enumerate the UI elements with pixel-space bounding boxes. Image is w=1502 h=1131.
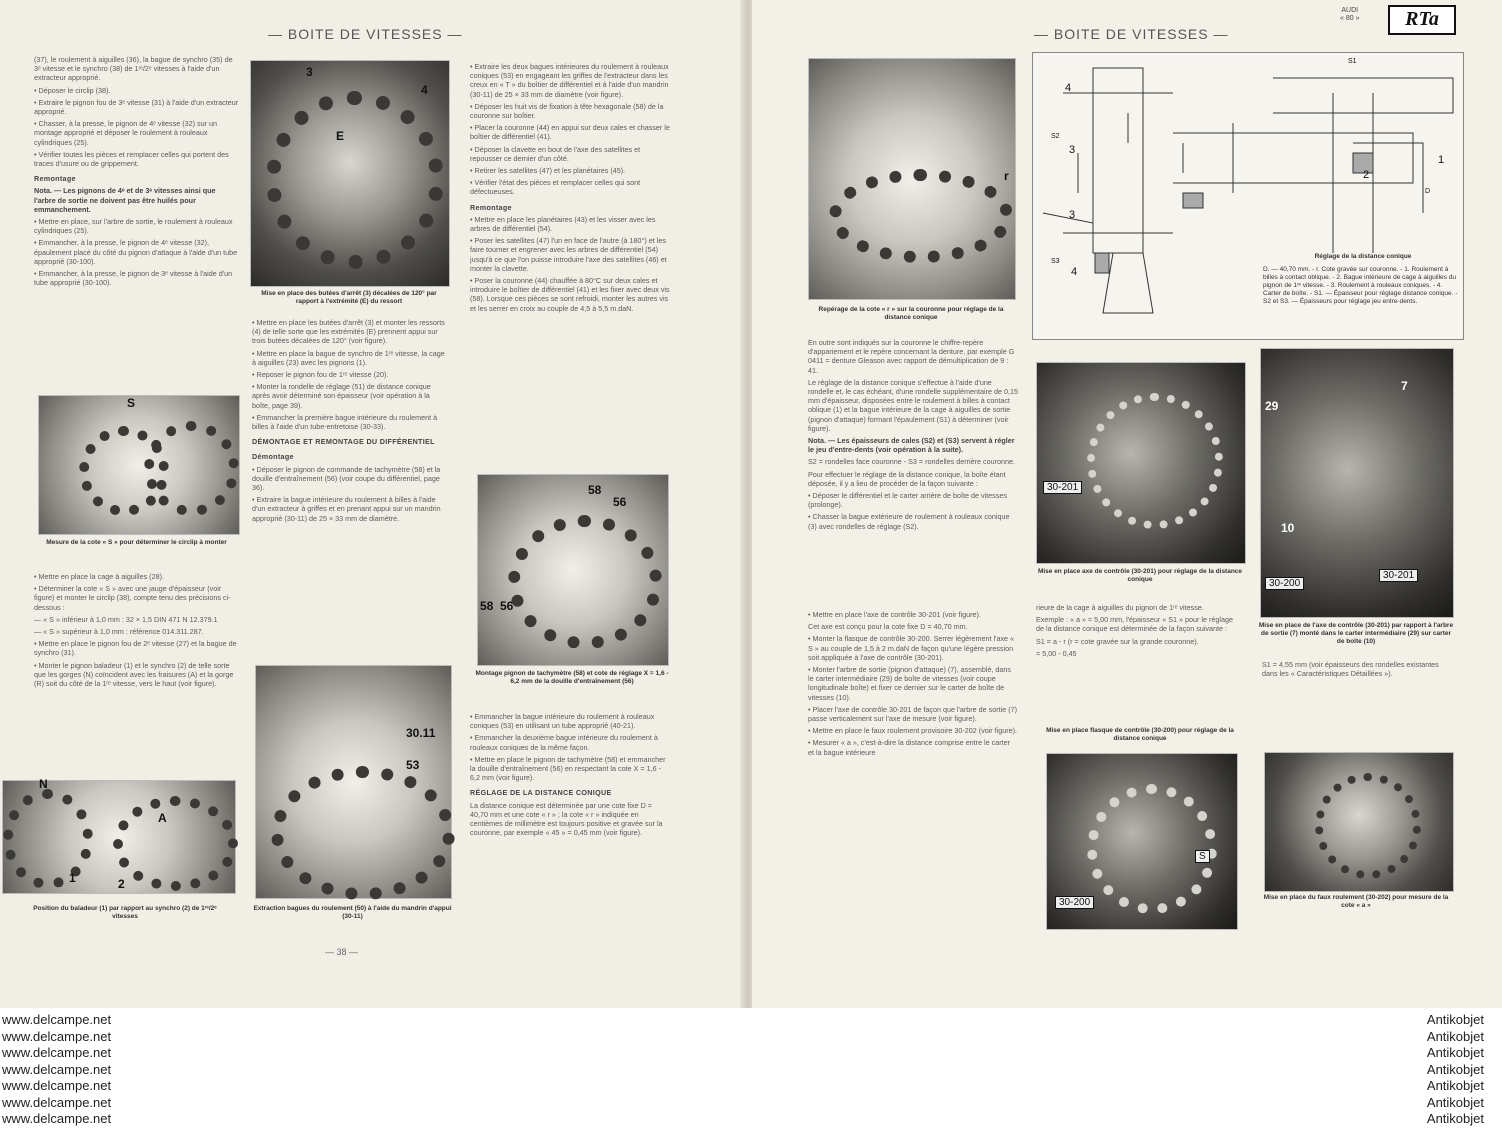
rcol1-s-text: S2 = rondelles face couronne - S3 = rondelles derrière couronne.	[808, 457, 1015, 467]
rcol1-item: • Mesurer « a », c'est-à-dire la distance comprise entre le carter et la bague intérieure	[808, 738, 1011, 757]
photo-synchro-ring	[250, 60, 450, 287]
caption-faux-roulement: Mise en place du faux roulement (30-202) pour mesure de la cote « a »	[1263, 894, 1449, 909]
photo-extraction	[255, 665, 452, 899]
col2-item: • Extraire la bague intérieure du roulement à billes à l'aide d'un extracteur à griffes et en prenant appui sur un mandrin approprié (30-11) de 25 × 33 mm de diamètre.	[252, 495, 441, 523]
gear-icon	[3, 789, 93, 889]
col2-item: • Mettre en place les butées d'arrêt (3) et monter les ressorts (4) de telle sorte que les extrémités (E) prennent appui sur trois butées décalées de 120° (voir figure).	[252, 318, 445, 346]
remontage-heading: Remontage	[470, 202, 512, 212]
col3-item: • Mettre en place le pignon de tachymètre (58) et emmancher la douille d'entraînement (56) en respectant la cote X = 1,6 - 6,2 mm (voir figure).	[470, 754, 666, 783]
col1-item: — « S » supérieur à 1,0 mm : référence 014.311.287.	[34, 627, 204, 637]
col3-item: • Vérifier l'état des pièces et remplacer celles qui sont défectueuses.	[470, 178, 641, 197]
caption-measure-s: Mesure de la cote « S » pour déterminer le circlip à monter	[46, 539, 227, 546]
col3-item: • Emmancher la bague intérieure du roulement à rouleaux coniques (53) en utilisant un tube approprié (40-21).	[470, 712, 655, 731]
diagram-label-4b: 4	[1071, 266, 1078, 278]
label-58: 58	[588, 483, 602, 497]
col1-item: • Extraire le pignon fou de 3ᵉ vitesse (31) à l'aide d'un extracteur approprié.	[34, 97, 239, 117]
watermark-site: www.delcampe.net	[2, 1111, 112, 1126]
gear-icon	[508, 515, 662, 649]
diagram-label-d: D	[1425, 188, 1431, 195]
col1-item: • Vérifier toutes les pièces et remplacer celles qui portent des traces d'usure ou de grippement.	[34, 149, 229, 169]
col1-item: • Déposer le circlip (38).	[34, 85, 111, 95]
watermark-seller: Antikobjet	[1426, 1012, 1484, 1027]
col1-item: • Monter le pignon baladeur (1) et le synchro (2) de telle sorte que les gorges (N) coïncident avec les fraisures (A) et la gorge (R) soit du côté de la 1ʳᵉ vitesse, vers le haut (voir figure).	[34, 660, 234, 689]
label-n: N	[39, 777, 48, 791]
col3-item: • Retirer les satellites (47) et les planétaires (45).	[470, 166, 626, 176]
label-7: 7	[1401, 379, 1408, 393]
demontage-heading: DÉMONTAGE ET REMONTAGE DU DIFFÉRENTIEL	[252, 437, 435, 447]
col3-item: • Emmancher la deuxième bague intérieure du roulement à rouleaux coniques de la même façon.	[470, 733, 658, 752]
col2-item: • Mettre en place la bague de synchro de 1ʳᵉ vitesse, la cage à aiguilles (23) avec les pignons (1).	[252, 348, 445, 367]
left-col3-bottom	[470, 712, 670, 942]
col3-item: • Poser la couronne (44) chauffée à 80°C sur deux cales et introduire le boîtier de différentiel (41) et les fixer avec deux vis (58). Lorsque ces pièces se sont refroidi, monter les autres vis et les serrer en croix au couple de 4,5 à 5,5 m.daN.	[470, 276, 670, 313]
diagram-label-3: 3	[1069, 144, 1076, 156]
rcol1-item: • Mettre en place le faux roulement provisoire 30-202 (voir figure).	[808, 726, 1018, 736]
rcol2-formula: S1 = a - r (r = cote gravée sur la grande couronne).	[1036, 636, 1199, 646]
diagram-label-s1: S1	[1348, 58, 1357, 65]
rcol1-nota: Nota. — Les épaisseurs de cales (S2) et (S3) servent à régler le jeu d'entre-dents (voir opération à la suite).	[808, 436, 1015, 455]
gear-icon	[1087, 784, 1217, 914]
label-10: 10	[1281, 521, 1295, 535]
rcol1-item: • Monter l'arbre de sortie (pignon d'attaque) (7), assemblé, dans le carter intermédiaire (29) de boîte de vitesses (voir coupe longitudinale boîte) et fixer ce dernier sur le carter de boîte de vitesses (10).	[808, 665, 1012, 702]
remontage-heading: Remontage	[34, 174, 76, 184]
watermark-seller: Antikobjet	[1426, 1061, 1484, 1077]
col2-item: • Reposer le pignon fou de 1ʳᵉ vitesse (20).	[252, 370, 389, 380]
label-e: E	[336, 129, 345, 143]
rcol1-item: • Placer l'axe de contrôle 30-201 de façon que l'arbre de sortie (7) passe verticalement sur l'axe de mesure (voir figure).	[808, 704, 1018, 724]
running-head-left: — BOITE DE VITESSES —	[268, 26, 463, 42]
label-r: r	[1004, 169, 1009, 183]
gear-icon	[113, 796, 238, 891]
photo-measure-s	[38, 395, 240, 535]
label-56: 56	[500, 599, 514, 613]
photo-baladeur-synchro	[2, 777, 236, 894]
left-col3-top	[470, 62, 670, 472]
photo-faux-roulement	[1264, 752, 1454, 892]
diagram-legend: D. — 40,70 mm. - r. Cote gravée sur couronne. - 1. Roulement à billes à contact oblique. - 2. Bague intérieure de cage à aiguilles du pignon de 1ʳᵉ vitesse. - 3. Roulement à rouleaux coniques. - 4. Carter de boîte. - S1. — Épaisseur pour réglage distance conique. - S2 et S3. — Épaisseurs pour réglage jeu entre-dents.	[1263, 266, 1458, 305]
watermark-site: www.delcampe.net	[2, 1061, 112, 1077]
photo-carter-intermediaire	[1260, 348, 1454, 618]
left-col2	[252, 318, 448, 658]
gear-icon	[271, 766, 455, 900]
brand-model: « 80 »	[1340, 15, 1360, 22]
watermark-seller-column	[1427, 1012, 1484, 1128]
nota-text: Nota. — Les pignons de 4ᵉ et de 3ᵉ vitesses ainsi que l'arbre de sortie ne doivent pas être huilés pour emmanchement.	[34, 186, 216, 214]
rcol1-item: Pour effectuer le réglage de la distance conique, la boîte étant déposée, il y a lieu de procéder de la façon suivante :	[808, 469, 1006, 488]
watermark-site: www.delcampe.net	[2, 1028, 112, 1044]
diagram-label-1: 1	[1438, 154, 1445, 166]
diagram-label-s3: S3	[1051, 258, 1060, 265]
col3-item: • Placer la couronne (44) en appui sur deux cales et chasser le boîtier de différentiel (41).	[470, 123, 670, 142]
watermark-seller: Antikobjet	[1426, 1111, 1484, 1126]
watermark-seller: Antikobjet	[1426, 1028, 1484, 1044]
label-2: 2	[118, 877, 125, 891]
diagram-label-s2: S2	[1051, 133, 1060, 140]
right-col1-bottom	[808, 610, 1018, 940]
diagram-distance-conique	[1032, 52, 1464, 340]
label-3: 3	[306, 65, 313, 79]
brand-name: AUDI	[1341, 7, 1359, 14]
tag-30-201: 30-201	[1043, 481, 1082, 494]
caption-baladeur: Position du baladeur (1) par rapport au synchro (2) de 1ʳᵉ/2ᵉ vitesses	[33, 905, 217, 920]
rcol1-item: Cet axe est conçu pour la cote fixe D = 40,70 mm.	[808, 622, 968, 632]
col1-item: • Emmancher, à la presse, le pignon de 3ᵉ vitesse à l'aide d'un tube approprié (30-100).	[34, 269, 233, 288]
label-30-11: 30.11	[406, 726, 436, 740]
label-29: 29	[1265, 399, 1279, 413]
left-col1-top	[34, 55, 239, 395]
label-1: 1	[69, 871, 76, 885]
tag-30-200: 30-200	[1265, 577, 1304, 590]
col1-intro: (37), le roulement à aiguilles (36), la bague de synchro (35) de 3ᵉ vitesse et le synchro (38) de 1ʳᵉ/2ᵉ vitesses à l'aide d'un extracteur approprié.	[34, 55, 233, 83]
col1-item: — « S » inférieur à 1,0 mm : 32 × 1,5 DIN 471 N 12.379.1	[34, 614, 218, 624]
gear-icon	[266, 91, 444, 269]
rcol1-item: • Déposer le différentiel et le carter arrière de boîte de vitesses (prolonge).	[808, 491, 1007, 510]
rcol1-item: • Chasser la bague extérieure de roulement à rouleaux conique (3) avec rondelles de réglage (S2).	[808, 512, 1010, 531]
caption-flasque: Mise en place flasque de contrôle (30-200) pour réglage de la distance conique	[1046, 727, 1234, 742]
watermark-site: www.delcampe.net	[2, 1045, 112, 1060]
reglage-heading: RÉGLAGE DE LA DISTANCE CONIQUE	[470, 788, 612, 798]
col2-item: • Emmancher la première bague intérieure du roulement à billes à l'aide d'un tube-entretoise (30-33).	[252, 412, 438, 432]
watermark-site: www.delcampe.net	[2, 1078, 112, 1093]
rcol1-item: Le réglage de la distance conique s'effectue à l'aide d'une rondelle et, le cas échéant, d'une rondelle supplémentaire de 0,15 mm d'épaisseur, disposées entre le roulement à billes à contact oblique (1) et la bague intérieure de la cage à aiguilles de sortie (pignon d'attaque) formant l'épaulement (S1) à déterminer (voir figure).	[808, 377, 1018, 433]
gear-icon	[1087, 393, 1223, 529]
caption-axe-controle: Mise en place axe de contrôle (30-201) pour réglage de la distance conique	[1037, 568, 1243, 583]
col1-item: • Emmancher, à la presse, le pignon de 4ᵉ vitesse (32), épaulement placé du côté du pignon d'attaque à l'aide d'un tube approprié (30-100).	[34, 238, 238, 266]
diagram-label-3b: 3	[1069, 209, 1076, 221]
watermark-seller: Antikobjet	[1426, 1094, 1484, 1110]
right-page	[752, 0, 1502, 1008]
watermark-site: www.delcampe.net	[2, 1094, 112, 1110]
brand-label	[1340, 7, 1359, 23]
label-53: 53	[406, 758, 420, 772]
gear-icon	[829, 169, 1013, 263]
watermark-seller: Antikobjet	[1426, 1045, 1484, 1060]
rcol1-item: • Monter la flasque de contrôle 30-200. Serrer légèrement l'axe « S » au couple de 1,5 à 2 m.daN de façon qu'une légère pression soit appliquée à l'axe de contrôle (30-201).	[808, 634, 1015, 662]
tag-30-201: 30-201	[1379, 569, 1418, 582]
col2-item: • Déposer le pignon de commande de tachymètre (58) et la douille d'entraînement (56) (voir coupe du différentiel, page 36).	[252, 464, 441, 493]
gear-icon	[1315, 773, 1421, 879]
col1-item: • Déterminer la cote « S » avec une jauge d'épaisseur (voir figure) et monter le circlip (38), compte tenu des précisions ci-dessous :	[34, 584, 231, 612]
col3-item: • Déposer les huit vis de fixation à tête hexagonale (58) de la couronne sur boîtier.	[470, 101, 664, 121]
tag-30-200: 30-200	[1055, 896, 1094, 909]
rcol2-result: S1 = 4,55 mm (voir épaisseurs des rondelles existantes dans les « Caractéristiques Détaillées »).	[1262, 660, 1439, 679]
caption-butees: Mise en place des butées d'arrêt (3) décalées de 120° par rapport à l'extrémité (E) du ressort	[261, 290, 437, 305]
tag-s: S	[1195, 850, 1210, 863]
watermark-site-column	[2, 1012, 111, 1128]
col3-item: • Poser les satellites (47) l'un en face de l'autre (à 180°) et les faire tourner et engrener avec les arbres de différentiel (54) jusqu'à ce que l'on puisse introduire l'axe des satellites (46) et monter la clavette.	[470, 236, 667, 273]
page-number-left: — 38 —	[325, 947, 359, 957]
col3-item: • Mettre en place les planétaires (43) et les visser avec les arbres de différentiel (54).	[470, 214, 656, 234]
col3-item: • Déposer la clavette en bout de l'axe des satellites et repousser ce dernier d'un côté.	[470, 144, 641, 163]
col1-item: • Mettre en place la cage à aiguilles (28).	[34, 572, 164, 581]
rcol2-text: rieure de la cage à aiguilles du pignon de 1ʳᵉ vitesse.	[1036, 603, 1204, 612]
photo-differential	[808, 58, 1016, 300]
col1-item: • Mettre en place le pignon fou de 2ᵉ vitesse (27) et la bague de synchro (31).	[34, 639, 237, 658]
left-col1-bottom	[34, 572, 239, 772]
photo-axe-controle	[1036, 362, 1246, 564]
rta-logo: RTa	[1388, 5, 1456, 35]
col1-item: • Mettre en place, sur l'arbre de sortie, le roulement à rouleaux cylindriques (25).	[34, 217, 233, 236]
caption-reperage: Repérage de la cote « r » sur la couronne pour réglage de la distance conique	[818, 306, 1004, 321]
label-4: 4	[421, 83, 428, 97]
photo-tachymetre	[477, 474, 669, 666]
rcol1-item: En outre sont indiqués sur la couronne le chiffre-repère d'appariement et le repère concernant la denture, par exemple G 0411 = denture Gleason avec rapport de démultiplication de 9 : 41.	[808, 338, 1015, 375]
rcol2-example: Exemple : « a » = 5,00 mm, l'épaisseur « S1 » pour le réglage de la distance conique est déterminée de la façon suivante :	[1036, 615, 1233, 634]
photo-flasque	[1046, 753, 1238, 930]
label-58: 58	[480, 599, 494, 613]
caption-extraction: Extraction bagues du roulement (50) à l'aide du mandrin d'appui (30-11)	[253, 905, 452, 920]
rcol1-item: • Mettre en place l'axe de contrôle 30-201 (voir figure).	[808, 610, 981, 619]
right-col2-result	[1262, 660, 1452, 740]
diagram-caption: Réglage de la distance conique	[1314, 253, 1412, 260]
label-a: A	[158, 811, 167, 825]
right-col1-top	[808, 338, 1018, 608]
caption-carter: Mise en place de l'axe de contrôle (30-201) par rapport à l'arbre de sortie (7) monté dans le carter intermédiaire (29) sur carter de boîte (10)	[1258, 622, 1454, 645]
col2-item: • Monter la rondelle de réglage (51) de distance conique après avoir déterminé son épaisseur (voir opération à la boîte, page 39).	[252, 382, 431, 410]
label-s: S	[127, 396, 136, 410]
running-head-right: — BOITE DE VITESSES —	[1034, 26, 1229, 42]
caption-tachymetre: Montage pignon de tachymètre (58) et cote de réglage X = 1,6 - 6,2 mm de la douille d'entraînement (56)	[475, 670, 669, 685]
label-56: 56	[613, 495, 627, 509]
right-col2-text	[1036, 603, 1241, 733]
demontage-sub: Démontage	[252, 452, 294, 462]
diagram-label-2: 2	[1363, 169, 1370, 181]
col3-item: • Extraire les deux bagues intérieures du roulement à rouleaux coniques (53) en engageant les griffes de l'extracteur dans les creux en « T » du boîtier de différentiel et à l'aide d'un mandrin (30-11) de 25 × 33 mm de diamètre (voir figure).	[470, 62, 669, 99]
left-page	[0, 0, 745, 1008]
watermark-site: www.delcampe.net	[2, 1012, 112, 1027]
gear-icon	[144, 421, 239, 516]
col1-item: • Chasser, à la presse, le pignon de 4ᵉ vitesse (32) sur un montage approprié et déposer le roulement à rouleaux cylindriques (25).	[34, 119, 217, 147]
watermark-seller: Antikobjet	[1426, 1078, 1484, 1093]
diagram-label-4: 4	[1065, 82, 1072, 94]
reglage-text: La distance conique est déterminée par une cote fixe D = 40,70 mm et une cote « r » ; la cote « r » indiquée en centièmes de millimètre est toujours positive et gravée sur la couronne, par exemple « 45 » = 0,45 mm (voir figure).	[470, 800, 663, 838]
rcol2-calc: = 5,00 - 0,45	[1036, 648, 1077, 658]
